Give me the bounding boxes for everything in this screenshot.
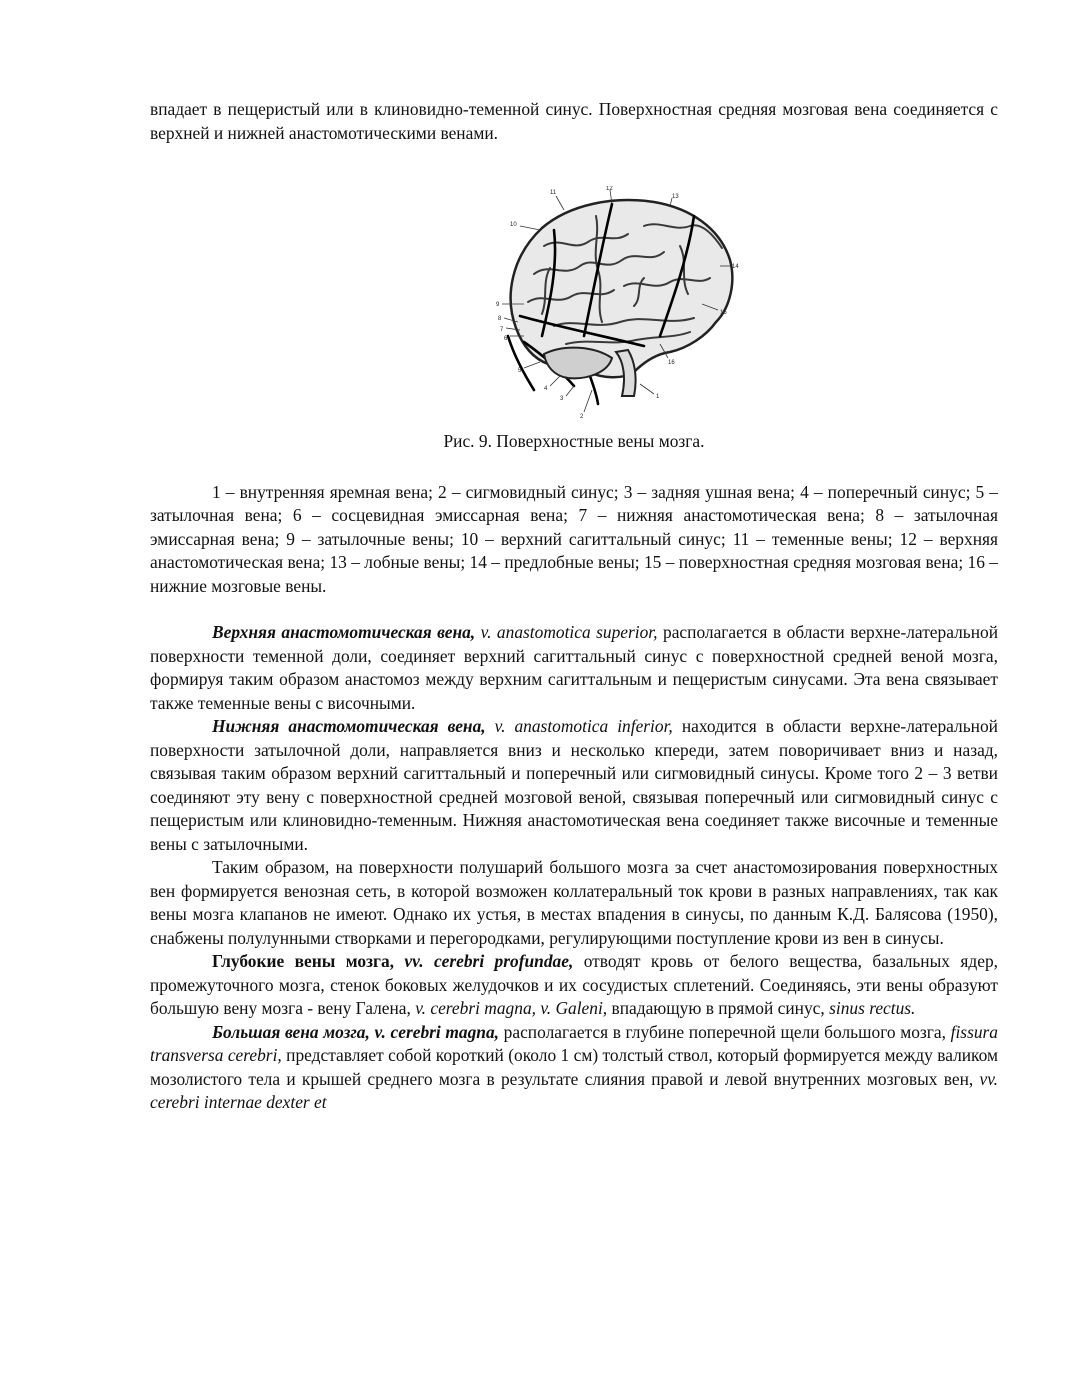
- label-11: 11: [550, 190, 557, 196]
- label-14: 14: [732, 264, 739, 270]
- label-13: 13: [672, 194, 679, 200]
- brain-figure: [150, 186, 998, 418]
- label-1: 1: [656, 394, 660, 400]
- latin-term: vv. cerebri profundae,: [404, 951, 574, 971]
- brain-veins-illustration: [484, 186, 754, 418]
- paragraph-deep-veins: [150, 950, 998, 1021]
- label-9: 9: [496, 302, 500, 308]
- latin-term: v. anastomotica superior,: [480, 622, 658, 642]
- term: Нижняя анастомотическая вена,: [212, 716, 486, 736]
- label-4: 4: [544, 386, 548, 392]
- latin-term-2: vv. cerebri internae dexter et: [150, 1068, 998, 1112]
- paragraph-text-2: впадающую в прямой синус,: [611, 998, 825, 1018]
- label-6: 6: [504, 336, 508, 342]
- term: Глубокие вены мозга,: [212, 951, 394, 971]
- paragraph-great-cerebral-vein: [150, 1021, 998, 1115]
- latin-term-2: v. cerebri magna, v. Galeni,: [415, 998, 608, 1018]
- paragraph-superior-anastomotic-vein: [150, 621, 998, 715]
- paragraph-inferior-anastomotic-vein: [150, 715, 998, 856]
- label-8: 8: [498, 316, 502, 322]
- label-5: 5: [518, 368, 522, 374]
- label-3: 3: [560, 396, 564, 402]
- paragraph-venous-network: Таким образом, на поверхности полушарий большого мозга за счет анастомозирования поверхностных вен формируется венозная сеть, в которой возможен коллатеральный ток крови в разных направлениях, так как вены мозга клапанов не имеют. Однако их устья, в местах впадения в синусы, по данным К.Д. Балясова (1950), снабжены полулунными створками и перегородками, регулирующими поступление крови из вен в синусы.: [150, 857, 998, 948]
- term: Верхняя анастомотическая вена,: [212, 622, 476, 642]
- paragraph-text: находится в области верхне-латеральной поверхности затылочной доли, направляется вниз и несколько кпереди, затем поворичивает вниз и назад, связывая таким образом верхний сагиттальный и поперечный или сигмовидный синусы. Кроме того 2 – 3 ветви соединяют эту вену с поверхностной средней мозговой веной, связывая поперечный или сигмовидный синус с пещеристым или клиновидно-теменным. Нижняя анастомотическая вена соединяет также височные и теменные вены с затылочными.: [150, 716, 998, 854]
- figure-legend: 1 – внутренняя яремная вена; 2 – сигмовидный синус; 3 – задняя ушная вена; 4 – поперечный синус; 5 – затылочная вена; 6 – сосцевидная эмиссарная вена; 7 – нижняя анастомотическая вена; 8 – затылочная эмиссарная вена; 9 – затылочные вены; 10 – верхний сагиттальный синус; 11 – теменные вены; 12 – верхняя анастомотическая вена; 13 – лобные вены; 14 – предлобные вены; 15 – поверхностная средняя мозговая вена; 16 – нижние мозговые вены.: [150, 481, 998, 596]
- label-12: 12: [606, 186, 613, 192]
- paragraph-text: отводят кровь от белого вещества, базальных ядер, промежуточного мозга, стенок боковых желудочков и их сосудистых сплетений. Соединяясь, эти вены образуют большую вену мозга - вену Галена,: [150, 951, 998, 1018]
- intro-paragraph: впадает в пещеристый или в клиновидно-теменной синус. Поверхностная средняя мозговая вена соединяется с верхней и нижней анастомотическими венами.: [150, 99, 998, 143]
- label-16: 16: [668, 360, 675, 366]
- label-15: 15: [720, 310, 727, 316]
- term: Большая вена мозга,: [212, 1021, 370, 1042]
- term-latin: v. cerebri magna,: [374, 1021, 500, 1042]
- figure-caption: Рис. 9. Поверхностные вены мозга.: [443, 431, 705, 451]
- latin-term-3: sinus rectus.: [829, 998, 916, 1018]
- label-2: 2: [580, 414, 584, 418]
- paragraph-text: располагается в глубине поперечной щели большого мозга,: [503, 1021, 946, 1042]
- latin-term: fissura transversa cerebri,: [150, 1021, 998, 1065]
- latin-term: v. anastomotica inferior,: [494, 716, 673, 736]
- paragraph-text: располагается в области верхне-латеральной поверхности теменной доли, соединяет верхний сагиттальный синус с поверхностной средней веной мозга, формируя таким образом анастомоз между верхним сагиттальным и пещеристым синусами. Эта вена связывает также теменные вены с височными.: [150, 622, 998, 713]
- label-7: 7: [500, 327, 504, 333]
- label-10: 10: [510, 222, 517, 228]
- paragraph-text-2: представляет собой короткий (около 1 см) толстый ствол, который формируется между валиком мозолистого тела и крышей среднего мозга в результате слияния правой и левой внутренних мозговых вен,: [150, 1045, 998, 1089]
- document-page: [150, 98, 998, 1115]
